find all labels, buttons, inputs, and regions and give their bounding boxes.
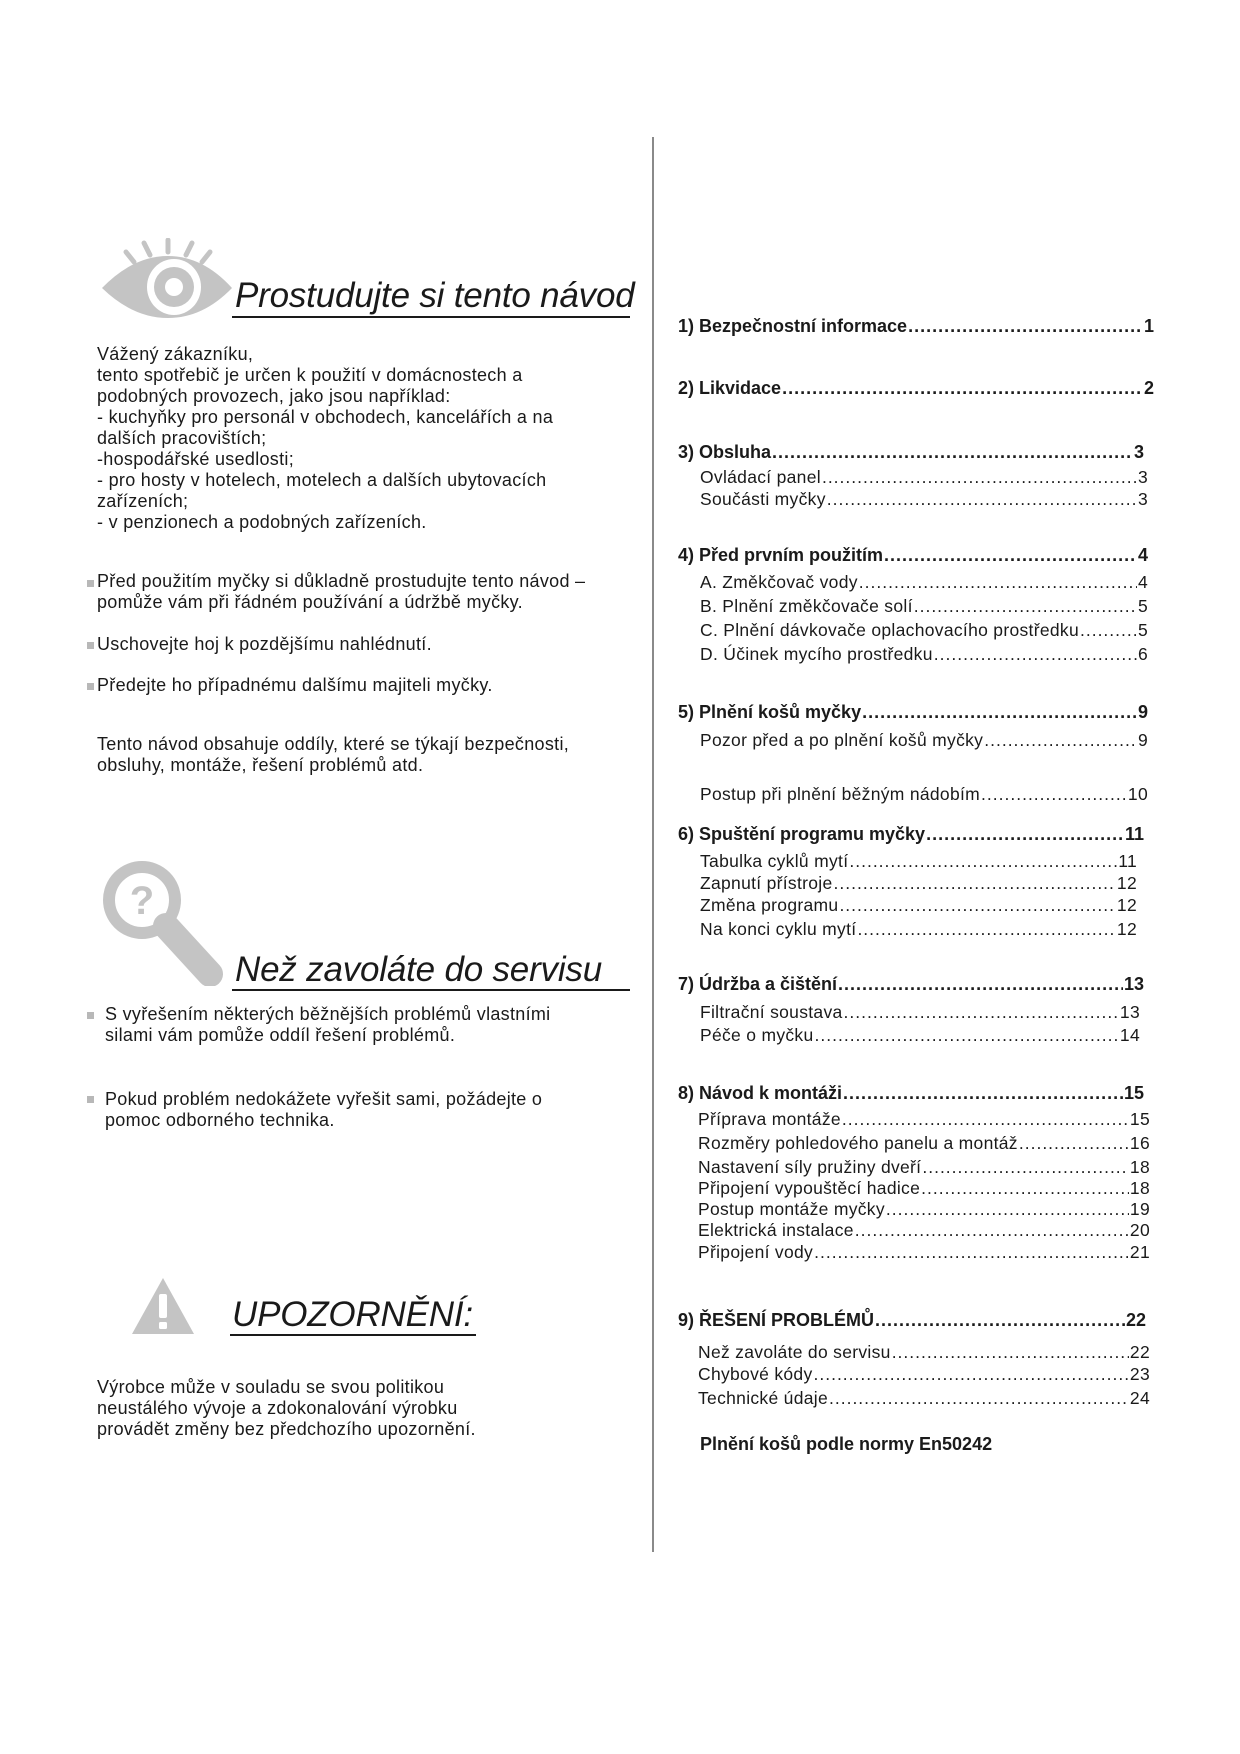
text-line: Výrobce může v souladu se svou politikou bbox=[97, 1377, 445, 1397]
toc-label: 8) Návod k montáži bbox=[678, 1083, 843, 1103]
toc-dots bbox=[1080, 620, 1137, 641]
toc-page: 11 bbox=[1118, 851, 1137, 871]
toc-page: 15 bbox=[1123, 1083, 1144, 1103]
toc-dots bbox=[772, 442, 1133, 463]
toc-item[interactable] bbox=[700, 895, 1137, 916]
toc-page: 5 bbox=[1137, 596, 1148, 616]
toc-label: Zapnutí přístroje bbox=[700, 873, 833, 893]
toc-section-8[interactable] bbox=[678, 1083, 1144, 1104]
toc-label: 2) Likvidace bbox=[678, 378, 782, 398]
intro-summary bbox=[97, 734, 569, 776]
toc-label: Než zavoláte do servisu bbox=[698, 1342, 891, 1362]
toc-dots bbox=[814, 1242, 1129, 1263]
toc-page: 2 bbox=[1143, 378, 1154, 398]
toc-dots bbox=[829, 1388, 1129, 1409]
text-line: obsluhy, montáže, řešení problémů atd. bbox=[97, 755, 424, 775]
toc-page: 5 bbox=[1137, 620, 1148, 640]
toc-dots bbox=[782, 378, 1143, 399]
toc-dots bbox=[984, 730, 1137, 751]
toc-page: 18 bbox=[1129, 1178, 1150, 1198]
toc-item[interactable] bbox=[700, 1025, 1140, 1046]
intro-bullet-1 bbox=[97, 571, 585, 613]
toc-item[interactable] bbox=[698, 1178, 1150, 1199]
toc-dots bbox=[862, 702, 1137, 723]
intro-paragraph bbox=[97, 344, 553, 533]
service-title-underline bbox=[232, 989, 630, 991]
toc-page: 4 bbox=[1137, 545, 1148, 565]
text-line: Pokud problém nedokážete vyřešit sami, požádejte o bbox=[105, 1089, 543, 1109]
toc-dots bbox=[838, 974, 1123, 995]
toc-label: Elektrická instalace bbox=[698, 1220, 854, 1240]
toc-page: 1 bbox=[1143, 316, 1154, 336]
toc-label: Postup montáže myčky bbox=[698, 1199, 885, 1219]
text-line: pomoc odborného technika. bbox=[105, 1110, 335, 1130]
toc-label: Součásti myčky bbox=[700, 489, 826, 509]
toc-label: Postup při plnění běžným nádobím bbox=[700, 784, 981, 804]
toc-item[interactable] bbox=[700, 730, 1148, 751]
toc-dots bbox=[922, 1157, 1129, 1178]
toc-page: 20 bbox=[1129, 1220, 1150, 1240]
toc-dots bbox=[875, 1310, 1125, 1331]
toc-label: Nastavení síly pružiny dveří bbox=[698, 1157, 922, 1177]
service-bullet-1 bbox=[105, 1004, 550, 1046]
toc-page: 15 bbox=[1129, 1109, 1150, 1129]
toc-footnote: Plnění košů podle normy En50242 bbox=[700, 1434, 993, 1454]
bullet-square bbox=[87, 642, 94, 649]
toc-section-7[interactable] bbox=[678, 974, 1144, 995]
toc-dots bbox=[855, 1220, 1129, 1241]
text-line: Před použitím myčky si důkladně prostudujte tento návod – bbox=[97, 571, 586, 591]
text-line: - kuchyňky pro personál v obchodech, kancelářích a na bbox=[97, 407, 554, 427]
bullet-square bbox=[87, 1096, 94, 1103]
toc-page: 19 bbox=[1129, 1199, 1150, 1219]
toc-dots bbox=[886, 1199, 1129, 1220]
toc-section-3[interactable] bbox=[678, 442, 1144, 463]
intro-bullet-2: Uschovejte hoj k pozdějšímu nahlédnutí. bbox=[97, 634, 432, 654]
toc-page: 9 bbox=[1137, 702, 1148, 722]
bullet-square bbox=[87, 1012, 94, 1019]
toc-page: 11 bbox=[1124, 824, 1144, 844]
toc-dots bbox=[914, 596, 1137, 617]
toc-label: Rozměry pohledového panelu a montáž bbox=[698, 1133, 1018, 1153]
toc-label: 6) Spuštění programu myčky bbox=[678, 824, 926, 844]
bullet-square bbox=[87, 580, 94, 587]
toc-label: Na konci cyklu mytí bbox=[700, 919, 857, 939]
text-line: Vážený zákazníku, bbox=[97, 344, 254, 364]
toc-dots bbox=[921, 1178, 1129, 1199]
toc-section-5[interactable] bbox=[678, 702, 1148, 723]
toc-item[interactable] bbox=[700, 873, 1137, 894]
toc-dots bbox=[892, 1342, 1129, 1363]
warning-triangle-icon bbox=[130, 1276, 196, 1336]
toc-page: 24 bbox=[1129, 1388, 1150, 1408]
toc-label: D. Účinek mycího prostředku bbox=[700, 644, 933, 664]
magnifier-question-icon bbox=[100, 858, 226, 986]
toc-label: C. Plnění dávkovače oplachovacího prostředku bbox=[700, 620, 1079, 640]
toc-section-4[interactable] bbox=[678, 545, 1148, 566]
warning-title-underline bbox=[230, 1334, 476, 1336]
toc-item[interactable] bbox=[698, 1342, 1150, 1363]
toc-item[interactable] bbox=[700, 489, 1148, 510]
bullet-square bbox=[87, 683, 94, 690]
toc-label: Technické údaje bbox=[698, 1388, 828, 1408]
toc-page: 22 bbox=[1125, 1310, 1146, 1330]
toc-item[interactable] bbox=[700, 644, 1148, 665]
toc-dots bbox=[844, 1002, 1119, 1023]
toc-item[interactable] bbox=[698, 1364, 1150, 1385]
toc-section-2[interactable] bbox=[678, 378, 1154, 399]
toc-item[interactable] bbox=[700, 467, 1148, 488]
column-divider bbox=[652, 137, 654, 1552]
intro-title-underline bbox=[232, 316, 630, 318]
warning-title: UPOZORNĚNÍ: bbox=[232, 1295, 473, 1334]
toc-page: 12 bbox=[1116, 873, 1137, 893]
toc-label: Pozor před a po plnění košů myčky bbox=[700, 730, 984, 750]
toc-dots bbox=[849, 851, 1117, 872]
toc-page: 4 bbox=[1137, 572, 1148, 592]
toc-dots bbox=[814, 1364, 1129, 1385]
toc-label: Filtrační soustava bbox=[700, 1002, 843, 1022]
toc-item[interactable] bbox=[700, 596, 1148, 617]
toc-page: 18 bbox=[1129, 1157, 1150, 1177]
toc-dots bbox=[857, 919, 1115, 940]
toc-page: 12 bbox=[1116, 919, 1137, 939]
toc-dots bbox=[908, 316, 1143, 337]
toc-item[interactable] bbox=[700, 620, 1148, 641]
toc-dots bbox=[926, 824, 1124, 845]
toc-page: 13 bbox=[1123, 974, 1144, 994]
text-line: podobných provozech, jako jsou například: bbox=[97, 386, 451, 406]
toc-item[interactable] bbox=[700, 784, 1148, 805]
toc-label: 1) Bezpečnostní informace bbox=[678, 316, 908, 336]
text-line: silami vám pomůže oddíl řešení problémů. bbox=[105, 1025, 456, 1045]
toc-label: 4) Před prvním použitím bbox=[678, 545, 884, 565]
toc-section-6[interactable] bbox=[678, 824, 1144, 845]
toc-section-9[interactable] bbox=[678, 1310, 1146, 1331]
toc-dots bbox=[827, 489, 1137, 510]
toc-dots bbox=[822, 467, 1137, 488]
intro-bullet-3: Předejte ho případnému dalšímu majiteli myčky. bbox=[97, 675, 493, 695]
toc-label: Péče o myčku bbox=[700, 1025, 814, 1045]
toc-label: 9) ŘEŠENÍ PROBLÉMŮ bbox=[678, 1310, 875, 1330]
toc-dots bbox=[1019, 1133, 1129, 1154]
toc-label: Příprava montáže bbox=[698, 1109, 841, 1129]
toc-page: 22 bbox=[1129, 1342, 1150, 1362]
toc-label: 7) Údržba a čištění bbox=[678, 974, 838, 994]
toc-item[interactable] bbox=[698, 1199, 1150, 1220]
text-line: pomůže vám při řádném používání a údržbě myčky. bbox=[97, 592, 523, 612]
text-line: - pro hosty v hotelech, motelech a dalších ubytovacích bbox=[97, 470, 547, 490]
toc-item[interactable] bbox=[698, 1242, 1150, 1263]
text-line: provádět změny bez předchozího upozornění. bbox=[97, 1419, 476, 1439]
toc-page: 16 bbox=[1129, 1133, 1150, 1153]
toc-page: 10 bbox=[1127, 784, 1148, 804]
toc-page: 6 bbox=[1137, 644, 1148, 664]
toc-item[interactable] bbox=[700, 851, 1137, 872]
text-line: Tento návod obsahuje oddíly, které se týkají bezpečnosti, bbox=[97, 734, 570, 754]
toc-item[interactable] bbox=[700, 572, 1148, 593]
toc-item[interactable] bbox=[698, 1157, 1150, 1178]
toc-page: 21 bbox=[1129, 1242, 1150, 1262]
toc-dots bbox=[842, 1109, 1129, 1130]
text-line: -hospodářské usedlosti; bbox=[97, 449, 295, 469]
toc-item[interactable] bbox=[698, 1133, 1150, 1154]
toc-dots bbox=[859, 572, 1137, 593]
text-line: zařízeních; bbox=[97, 491, 189, 511]
toc-dots bbox=[934, 644, 1137, 665]
text-line: S vyřešením některých běžnějších problémů vlastními bbox=[105, 1004, 551, 1024]
toc-item[interactable] bbox=[700, 1002, 1140, 1023]
toc-dots bbox=[815, 1025, 1119, 1046]
toc-page: 13 bbox=[1119, 1002, 1140, 1022]
toc-label: Připojení vypouštěcí hadice bbox=[698, 1178, 921, 1198]
toc-label: Ovládací panel bbox=[700, 467, 821, 487]
toc-dots bbox=[981, 784, 1127, 805]
toc-label: Změna programu bbox=[700, 895, 839, 915]
text-line: dalších pracovištích; bbox=[97, 428, 267, 448]
toc-label: Chybové kódy bbox=[698, 1364, 813, 1384]
service-bullet-2 bbox=[105, 1089, 542, 1131]
toc-page: 14 bbox=[1119, 1025, 1140, 1045]
text-line: tento spotřebič je určen k použití v domácnostech a bbox=[97, 365, 523, 385]
text-line: - v penzionech a podobných zařízeních. bbox=[97, 512, 427, 532]
toc-label: B. Plnění změkčovače solí bbox=[700, 596, 913, 616]
toc-section-1[interactable] bbox=[678, 316, 1154, 337]
toc-label: Připojení vody bbox=[698, 1242, 814, 1262]
toc-page: 3 bbox=[1137, 489, 1148, 509]
toc-label: 3) Obsluha bbox=[678, 442, 772, 462]
toc-page: 3 bbox=[1133, 442, 1144, 462]
toc-item[interactable] bbox=[700, 919, 1137, 940]
eye-icon bbox=[98, 238, 236, 322]
toc-label: Tabulka cyklů mytí bbox=[700, 851, 849, 871]
toc-label: 5) Plnění košů myčky bbox=[678, 702, 862, 722]
toc-page: 12 bbox=[1116, 895, 1137, 915]
service-title: Než zavoláte do servisu bbox=[235, 950, 602, 989]
warning-text bbox=[97, 1377, 476, 1440]
toc-page: 23 bbox=[1129, 1364, 1150, 1384]
toc-item[interactable] bbox=[698, 1388, 1150, 1409]
toc-item[interactable] bbox=[698, 1109, 1150, 1130]
svg-text:?: ? bbox=[129, 879, 155, 923]
toc-dots bbox=[839, 895, 1115, 916]
intro-title: Prostudujte si tento návod bbox=[235, 276, 635, 315]
toc-page: 9 bbox=[1137, 730, 1148, 750]
toc-dots bbox=[834, 873, 1116, 894]
toc-page: 3 bbox=[1137, 467, 1148, 487]
text-line: neustálého vývoje a zdokonalování výrobku bbox=[97, 1398, 458, 1418]
toc-dots bbox=[843, 1083, 1123, 1104]
toc-item[interactable] bbox=[698, 1220, 1150, 1241]
toc-dots bbox=[884, 545, 1137, 566]
toc-label: A. Změkčovač vody bbox=[700, 572, 858, 592]
